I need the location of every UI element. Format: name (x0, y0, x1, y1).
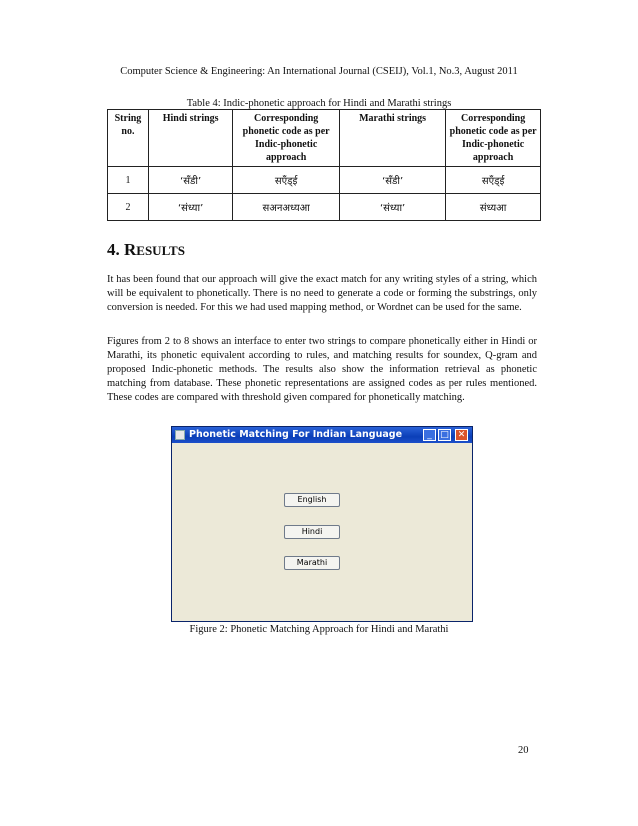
table-cell: 1 (108, 167, 149, 194)
table-row (108, 167, 541, 194)
window-title: Phonetic Matching For Indian Language (189, 429, 403, 440)
table-cell: सएँड्ई (446, 167, 541, 194)
english-button[interactable]: English (284, 493, 340, 507)
table-header-cell: Marathi strings (339, 110, 445, 167)
title-bar[interactable] (172, 427, 472, 443)
results-table (107, 109, 541, 221)
table-header-cell: Corresponding phonetic code as per Indic-phonetic approach (233, 110, 340, 167)
paragraph: It has been found that our approach will give the exact match for any writing styles of a string, which will be equivalent to phonetically. There is no need to generate a code or forming the substrings, only conversion is needed. For this we had used mapping method, or Wordnet can be used for the same. (107, 274, 537, 313)
table-cell: 2 (108, 194, 149, 221)
table-caption: Table 4: Indic-phonetic approach for Hindi and Marathi strings (186, 98, 452, 109)
table-cell: संध्यआ (446, 194, 541, 221)
close-button[interactable]: ✕ (455, 429, 468, 441)
table-header-cell: Corresponding phonetic code as per Indic-phonetic approach (446, 110, 541, 167)
java-app-icon (175, 430, 185, 440)
section-number: 4. (107, 240, 120, 259)
table-cell: ‘संध्या’ (339, 194, 445, 221)
table-row (108, 194, 541, 221)
table-cell: सअनअध्यआ (233, 194, 340, 221)
table-header-cell: String no. (108, 110, 149, 167)
table-cell: सएँड्ई (233, 167, 340, 194)
paragraph: Figures from 2 to 8 shows an interface to enter two strings to compare phonetically either in Hindi or Marathi, its phonetic equivalent according to rules, and matching results for soundex, Q-gram and proposed Indic-phonetic methods. The results also show the information retrieval as phonetic matching from database. These phonetic representations are assigned codes as per rules mentioned. These codes are compared with threshold given compared for phonetically matching. (107, 336, 537, 403)
figure-caption: Figure 2: Phonetic Matching Approach for Hindi and Marathi (189, 624, 449, 635)
hindi-button[interactable]: Hindi (284, 525, 340, 539)
section-title-rest: ESULTS (136, 243, 185, 258)
maximize-button[interactable]: □ (438, 429, 451, 441)
table-header-row (108, 110, 541, 167)
page-number: 20 (518, 745, 529, 756)
table-cell: ‘सँडी’ (148, 167, 232, 194)
table-header-cell: Hindi strings (148, 110, 232, 167)
app-window (171, 426, 473, 622)
minimize-button[interactable]: _ (423, 429, 436, 441)
table-cell: ‘सँडी’ (339, 167, 445, 194)
marathi-button[interactable]: Marathi (284, 556, 340, 570)
table-cell: ‘संध्या’ (148, 194, 232, 221)
section-heading (107, 240, 185, 260)
journal-header: Computer Science & Engineering: An International Journal (CSEIJ), Vol.1, No.3, August 2011 (120, 66, 518, 77)
section-initial: R (124, 240, 137, 259)
